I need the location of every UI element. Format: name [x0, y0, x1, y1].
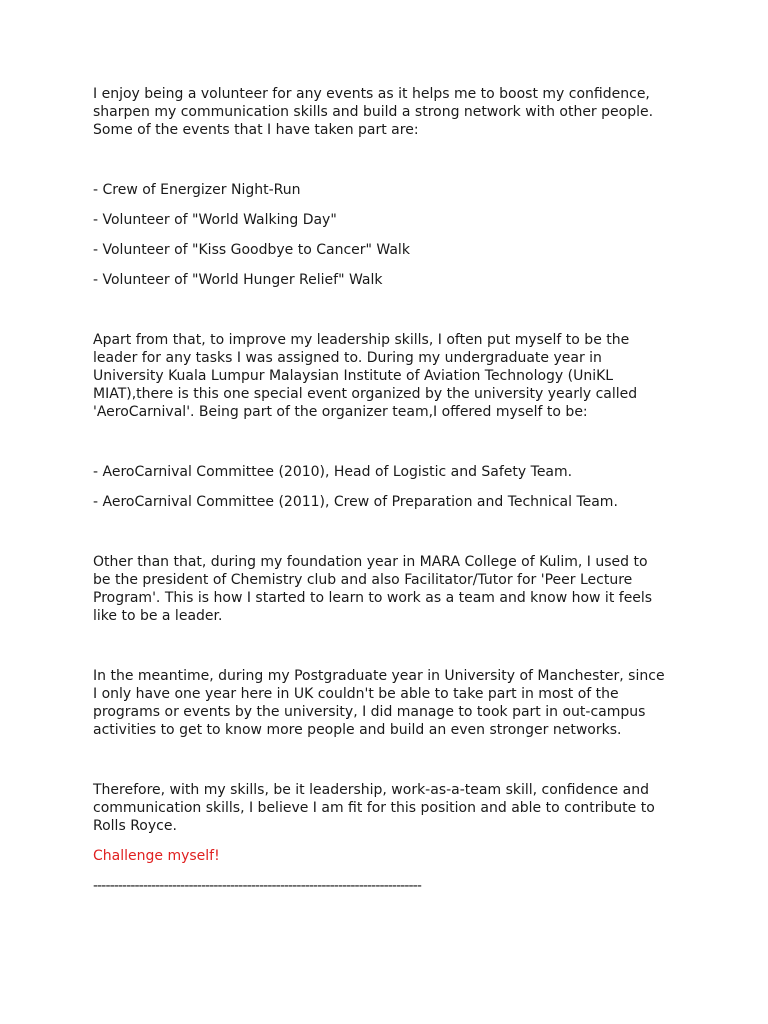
leadership-paragraph: Apart from that, to improve my leadership skills, I often put myself to be the leader for any tasks I was assigned to. During my undergraduate year in University Kuala Lumpur Malaysian Institute of Aviation Technology (UniKL MIAT),there is this one special event organized by the university yearly called 'AeroCarnival'. Being part of the organizer team,I offered myself to be:: [93, 332, 638, 420]
challenge-line: Challenge myself!: [93, 848, 220, 864]
volunteer-item: - Crew of Energizer Night-Run: [93, 182, 301, 198]
dashed-divider: -------------------------------------------------------------------------------: [93, 878, 421, 894]
volunteer-item: - Volunteer of "World Walking Day": [93, 212, 337, 228]
postgraduate-paragraph: In the meantime, during my Postgraduate year in University of Manchester, since I only have one year here in UK couldn't be able to take part in most of the programs or events by the university, I did manage to took part in out-campus activities to get to know more people and build an even stronger networks.: [93, 668, 665, 738]
volunteer-item: - Volunteer of "Kiss Goodbye to Cancer" Walk: [93, 242, 410, 258]
foundation-paragraph: Other than that, during my foundation year in MARA College of Kulim, I used to be the president of Chemistry club and also Facilitator/Tutor for 'Peer Lecture Program'. This is how I started to learn to work as a team and know how it feels like to be a leader.: [93, 554, 653, 624]
committee-item: - AeroCarnival Committee (2010), Head of Logistic and Safety Team.: [93, 464, 573, 480]
committee-item: - AeroCarnival Committee (2011), Crew of Preparation and Technical Team.: [93, 494, 618, 510]
conclusion-paragraph: Therefore, with my skills, be it leadership, work-as-a-team skill, confidence and communication skills, I believe I am fit for this position and able to contribute to Rolls Royce.: [93, 782, 655, 834]
intro-paragraph: I enjoy being a volunteer for any events as it helps me to boost my confidence, sharpen my communication skills and build a strong network with other people. Some of the events that I have taken part are:: [93, 86, 654, 138]
volunteer-item: - Volunteer of "World Hunger Relief" Walk: [93, 272, 383, 288]
